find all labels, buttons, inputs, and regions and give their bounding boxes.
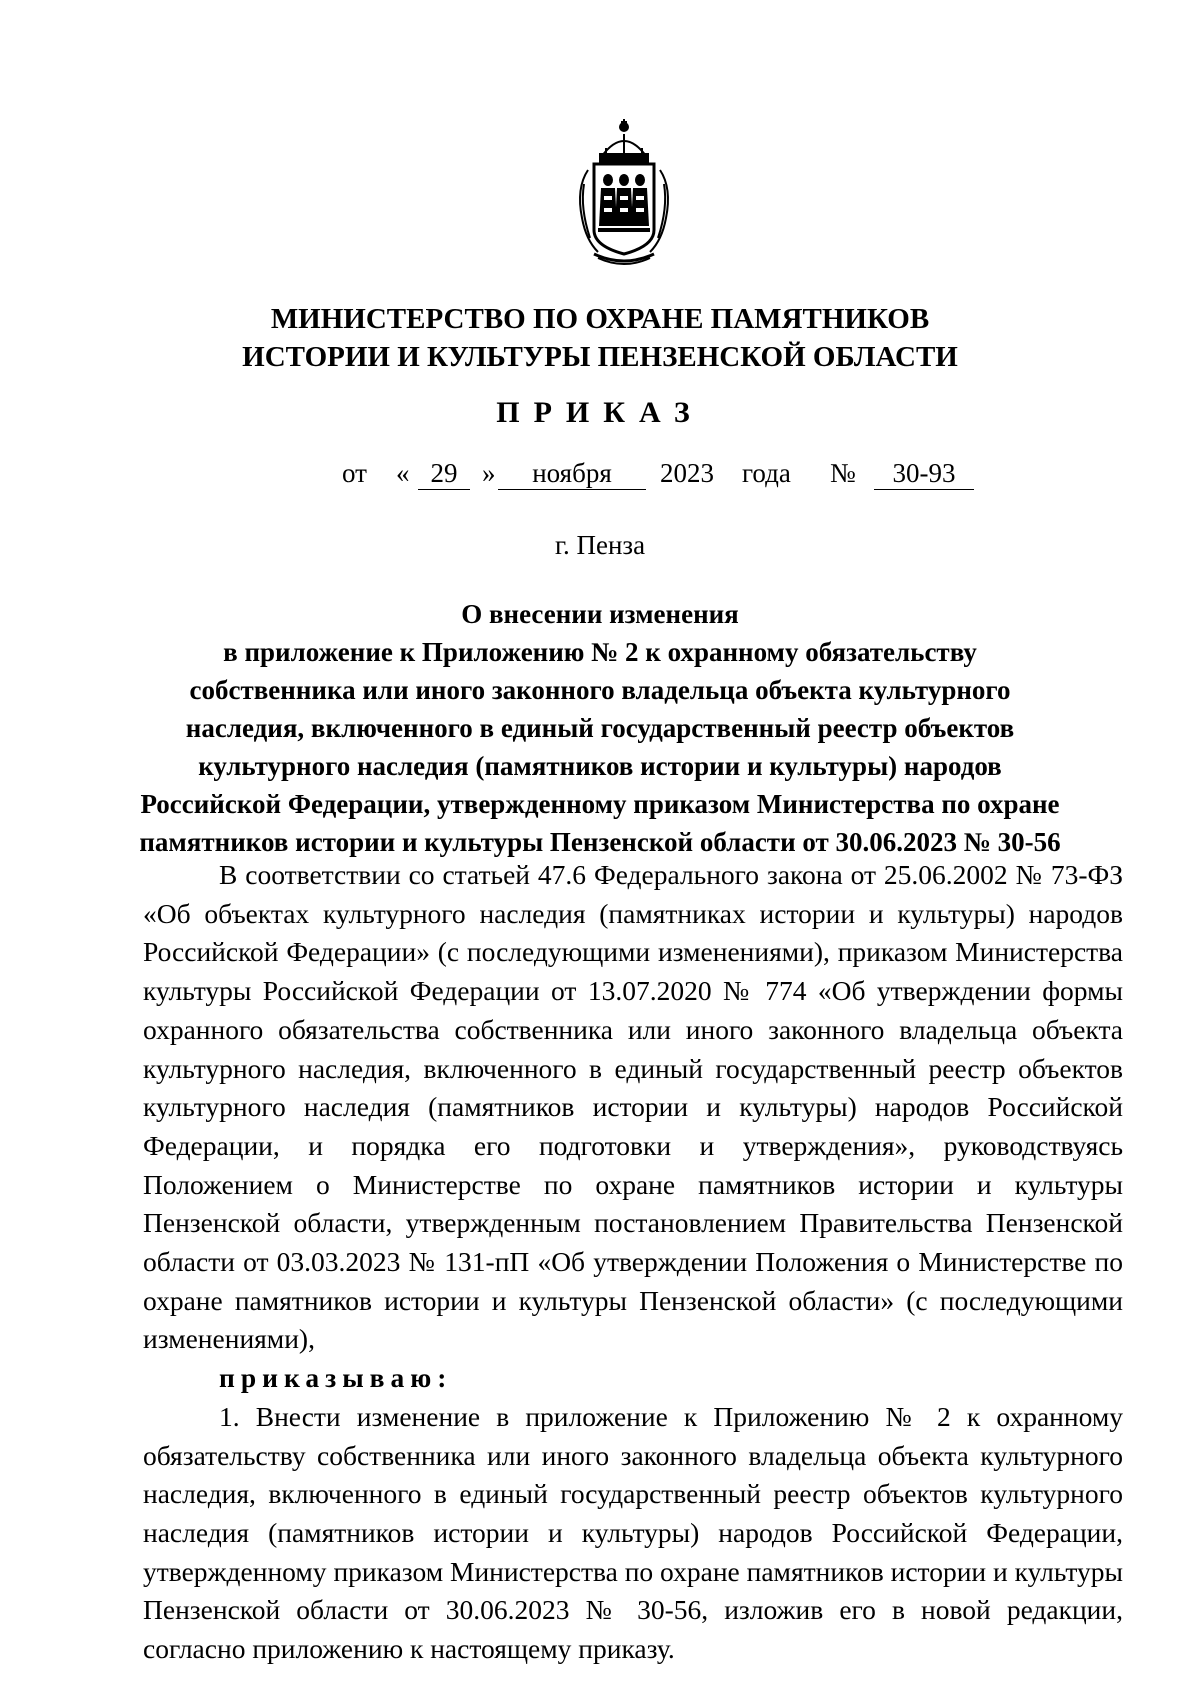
subject-line: в приложение к Приложению № 2 к охранному обязательству [223,637,977,667]
date-number-line [0,458,1200,498]
city: г. Пенза [554,530,646,560]
date-day-value: 29 [430,458,458,488]
date-year-word: года [742,458,791,488]
order-subject [130,595,1070,861]
subject-line: Российской Федерации, утвержденному приказом Министерства по охране [140,789,1060,819]
subject-line: собственника или иного законного владельца объекта культурного [189,675,1011,705]
coat-of-arms-emblem [568,118,680,266]
date-prefix: от [342,458,367,488]
date-year: 2023 [660,458,714,488]
quote-close: » [482,458,496,488]
subject-line: памятников истории и культуры Пензенской области от 30.06.2023 № 30-56 [139,827,1061,857]
subject-line: О внесении изменения [461,599,739,629]
order-word: приказываю: [219,1362,453,1394]
order-body [143,856,1123,1669]
preamble-paragraph: В соответствии со статьей 47.6 Федерального закона от 25.06.2002 № 73-ФЗ «Об объектах культурного наследия (памятниках истории и культуры) народов Российской Федерации» (с последующими изменениями), приказом Министерства культуры Российской Федерации от 13.07.2020 № 774 «Об утверждении формы охранного обязательства собственника или иного законного владельца объекта культурного наследия, включенного в единый государственный реестр объектов культурного наследия (памятников истории и культуры) народов Российской Федерации, и порядка его подготовки и утверждения», руководствуясь Положением о Министерстве по охране памятников истории и культуры Пензенской области, утвержденным постановлением Правительства Пензенской области от 03.03.2023 № 131-пП «Об утверждении Положения о Министерстве по охране памятников истории и культуры Пензенской области» (с последующими изменениями), [143,859,1123,1355]
document-type-title: ПРИКАЗ [496,396,704,429]
order-word-paragraph [143,1359,1123,1398]
number-sign: № [830,458,856,488]
date-month-value: ноября [532,458,612,488]
ministry-name-line1: МИНИСТЕРСТВО ПО ОХРАНЕ ПАМЯТНИКОВ [270,303,930,335]
ministry-name [150,300,1050,376]
item-1-paragraph: 1. Внести изменение в приложение к Приложению № 2 к охранному обязательству собственника или иного законного владельца объекта культурного наследия, включенного в единый государственный реестр объектов культурного наследия (памятников истории и культуры) народов Российской Федерации, утвержденному приказом Министерства по охране памятников истории и культуры Пензенской области от 30.06.2023 № 30-56, изложив его в новой редакции, согласно приложению к настоящему приказу. [143,1400,1123,1665]
order-number [874,458,974,490]
date-day [418,458,470,490]
subject-line: культурного наследия (памятников истории и культуры) народов [198,751,1002,781]
quote-open: « [396,458,410,488]
ministry-name-line2: ИСТОРИИ И КУЛЬТУРЫ ПЕНЗЕНСКОЙ ОБЛАСТИ [242,341,958,373]
subject-line: наследия, включенного в единый государственный реестр объектов [185,713,1015,743]
order-number-value: 30-93 [892,458,956,488]
date-month [498,458,646,490]
